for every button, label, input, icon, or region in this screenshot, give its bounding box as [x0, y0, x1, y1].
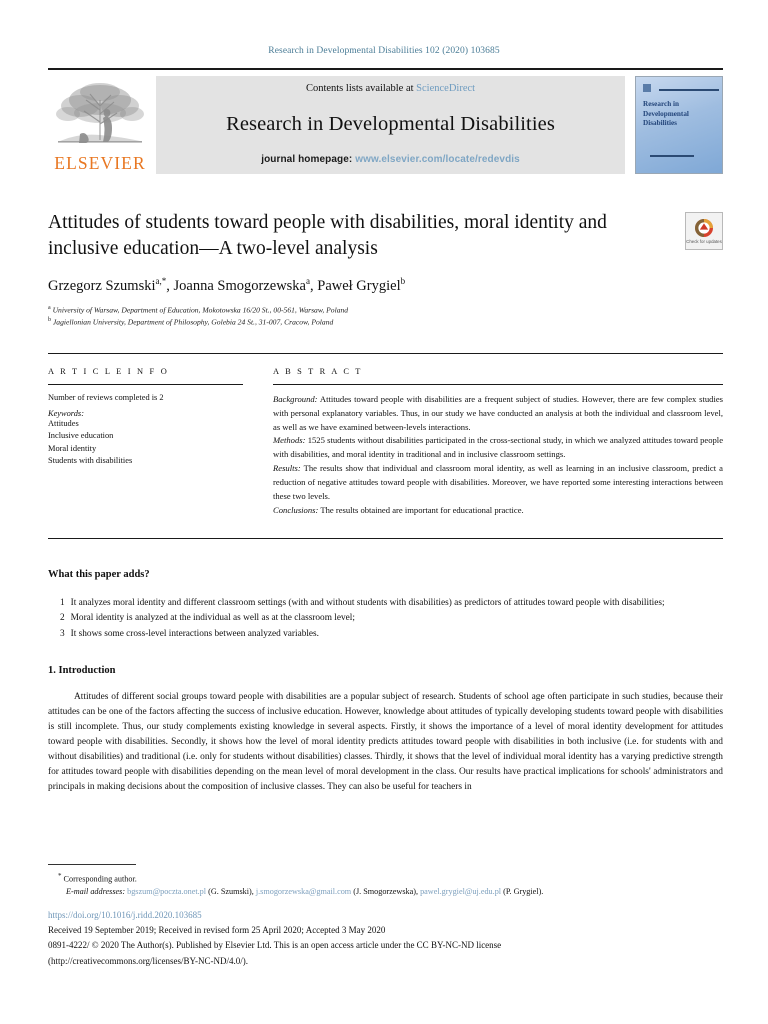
email-link-grygiel[interactable]: pawel.grygiel@uj.edu.pl [420, 887, 502, 897]
email-addresses-note [48, 886, 723, 898]
contents-prefix: Contents lists available at [305, 83, 414, 94]
cover-bottom-rule [650, 155, 694, 158]
affiliation-a-text: University of Warsaw, Department of Education, Mokotowska 16/20 St., 00-561, Warsaw, Poland [52, 305, 349, 315]
list-item-number: 2 [60, 613, 65, 624]
homepage-url-link[interactable]: www.elsevier.com/locate/redevdis [355, 154, 520, 165]
email-person-szumski: (G. Szumski), [208, 887, 254, 897]
elsevier-wordmark: ELSEVIER [54, 152, 146, 173]
paper-adds-section [48, 569, 723, 641]
email-person-smogorzewska: (J. Smogorzewska), [353, 887, 419, 897]
abstract-bottom-rule [48, 538, 723, 539]
abstract-section-text: The results obtained are important for educational practice. [320, 505, 524, 516]
info-abstract-columns [48, 367, 723, 518]
doi-link[interactable]: https://doi.org/10.1016/j.ridd.2020.103685 [48, 909, 202, 920]
abstract-section [273, 462, 723, 504]
abstract-section-label: Results: [273, 463, 301, 474]
cover-logo-icon [643, 84, 651, 92]
affiliation-b [48, 316, 723, 328]
corresponding-marker: * [58, 872, 62, 881]
affiliations [48, 304, 723, 329]
abstract-body [273, 393, 723, 518]
abstract-section-label: Methods: [273, 435, 306, 446]
abstract-heading: A B S T R A C T [273, 366, 363, 376]
reviews-count: Number of reviews completed is 2 [48, 392, 164, 402]
author-list: Grzegorz Szumski$^{a,*}$, Joanna Smogorzewska$^a$, Paweł Grygiel$^b$ [48, 276, 406, 295]
keyword-item: Inclusive education [48, 431, 114, 441]
email-label: E-mail addresses: [66, 887, 126, 897]
list-item-text: It shows some cross-level interactions between analyzed variables. [70, 628, 320, 639]
journal-masthead [48, 68, 723, 174]
keywords-heading: Keywords: [48, 408, 84, 418]
journal-cover-thumbnail [635, 76, 723, 174]
affiliation-b-marker: b [48, 317, 51, 324]
cover-journal-title: Research in Developmental Disabilities [643, 100, 689, 127]
corresponding-text: Corresponding author. [63, 874, 137, 884]
journal-title: Research in Developmental Disabilities [226, 112, 555, 135]
affiliation-b-text: Jagiellonian University, Department of Philosophy, Golebia 24 St., 31-007, Cracow, Poland [52, 317, 334, 327]
article-info-column [48, 367, 243, 518]
contents-list-line [306, 83, 475, 94]
introduction-section [48, 665, 723, 795]
keyword-item: Moral identity [48, 443, 97, 453]
title-block [48, 210, 723, 329]
introduction-heading: 1. Introduction [48, 665, 116, 677]
list-item [48, 611, 723, 625]
crossmark-label: Check for updates [686, 238, 722, 244]
affiliation-a-marker: a [48, 305, 51, 312]
crossmark-badge[interactable] [685, 212, 723, 250]
copyright-line-1: 0891-4222/ © 2020 The Author(s). Published by Elsevier Ltd. This is an open access article under the CC BY-NC-ND license [48, 940, 502, 950]
abstract-section-label: Conclusions: [273, 505, 319, 516]
email-link-smogorzewska[interactable]: j.smogorzewska@gmail.com [255, 887, 352, 897]
list-item-number: 3 [60, 628, 65, 639]
running-head: Research in Developmental Disabilities 102 (2020) 103685 [268, 46, 500, 56]
elsevier-tree-icon [54, 80, 146, 154]
page-title: Attitudes of students toward people with disabilities, moral identity and inclusive education—A two-level analysis [48, 212, 607, 260]
list-item-number: 1 [60, 597, 65, 608]
journal-homepage-line [261, 154, 520, 165]
abstract-section [273, 393, 723, 435]
keyword-item: Students with disabilities [48, 455, 133, 465]
abstract-section [273, 434, 723, 462]
abstract-section-text: The results show that individual and classroom moral identity, as well as learning in an inclusive classroom, predict a reduction of negative attitudes toward people with disabilities. Moreover, we have reported some interesting interactions between these two levels. [273, 463, 723, 502]
abstract-section-text: Attitudes toward people with disabilities are a frequent subject of studies. However, there are few complex studies with personal explanatory variables. Thus, in our study we have conducted an analysis at both the individual and classroom level, as well as we have examined between-levels interactions. [273, 393, 723, 432]
affiliation-a [48, 304, 723, 316]
abstract-section [273, 504, 723, 518]
abstract-section-text: 1525 students without disabilities participated in the cross-sectional study, in which we analyzed attitudes toward people with disabilities, and moral identity in traditional and in inclusive classroom settings. [273, 435, 724, 460]
paper-adds-list [48, 596, 723, 641]
keyword-item: Attitudes [48, 418, 79, 428]
elsevier-logo [48, 76, 152, 174]
article-info-heading: A R T I C L E I N F O [48, 366, 169, 376]
received-dates: Received 19 September 2019; Received in revised form 25 April 2020; Accepted 3 May 2020 [48, 924, 386, 935]
list-item [48, 627, 723, 641]
cover-top-rule [659, 89, 719, 91]
homepage-label: journal homepage: [261, 154, 353, 165]
footnote-rule [48, 864, 136, 865]
crossmark-icon [694, 218, 714, 238]
copyright-line-2: (http://creativecommons.org/licenses/BY-NC-ND/4.0/). [48, 955, 249, 966]
paper-adds-heading: What this paper adds? [48, 568, 150, 580]
introduction-paragraph: Attitudes of different social groups toward people with disabilities are a popular subject of research. Students of school age often participate in such studies, because their attitudes can be one of the factors affecting the success of inclusive education. However, knowledge about attitudes of typically developing students toward people with disabilities is still incomplete. Thus, our study complements existing knowledge in several aspects. Firstly, it shows the importance of a level of moral identity development for attitudes toward people with disabilities. Secondly, it shows how the level of moral identity predicts attitudes toward people with disabilities in both inclusive (i.e. for students with and without disabilities) and traditional (i.e. only for students without disabilities) classes. Thirdly, it shows that the level of individual moral identity has a varying predictive strength for attitudes toward people with disabilities depending on the mean level of moral development in the class. Our results have practical implications for schools' administrators and principals in making decisions about the composition of inclusive classes. They can also be useful for teachers in [48, 692, 723, 793]
email-link-szumski[interactable]: bgszum@poczta.onet.pl [127, 887, 207, 897]
list-item-text: Moral identity is analyzed at the individual as well as at the classroom level; [70, 613, 355, 624]
sciencedirect-link[interactable]: ScienceDirect [416, 83, 476, 94]
abstract-section-label: Background: [273, 393, 318, 404]
abstract-column [273, 367, 723, 518]
page-footer [48, 864, 723, 968]
email-person-grygiel: (P. Grygiel). [503, 887, 544, 897]
journal-banner [156, 76, 625, 174]
abstract-top-rule [48, 353, 723, 354]
list-item [48, 596, 723, 610]
article-info-rule [48, 384, 243, 385]
list-item-text: It analyzes moral identity and different classroom settings (with and without students with disabilities) as predictors of attitudes toward people with disabilities; [70, 597, 665, 608]
corresponding-author-note [48, 871, 723, 886]
abstract-rule [273, 384, 723, 385]
